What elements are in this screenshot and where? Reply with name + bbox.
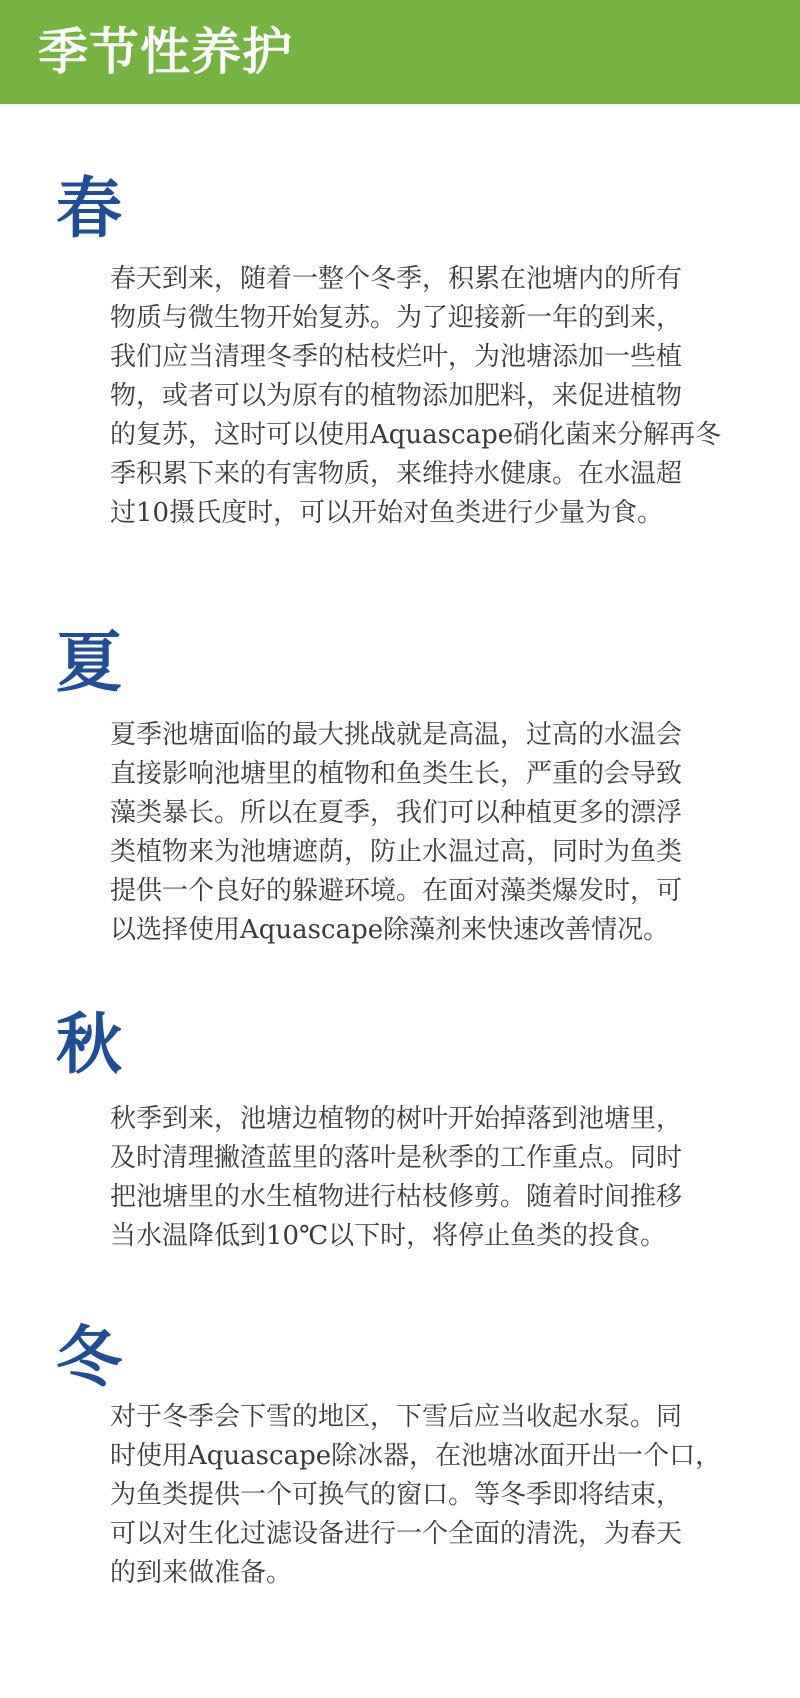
season-heading-summer: 夏 [56,624,122,701]
season-heading-autumn: 秋 [56,1006,122,1083]
text-line: 类植物来为池塘遮荫，防止水温过高，同时为鱼类 [110,837,683,867]
text-line: 的到来做准备。 [110,1558,293,1588]
text-line: 过10摄氏度时，可以开始对鱼类进行少量为食。 [110,498,664,528]
season-text-spring [110,260,760,533]
text-line: 当水温降低到10℃以下时，将停止鱼类的投食。 [110,1221,667,1251]
text-line: 把池塘里的水生植物进行枯枝修剪。随着时间推移 [110,1182,683,1212]
season-text-summer [110,716,760,950]
text-line: 提供一个良好的躲避环境。在面对藻类爆发时，可 [110,876,683,906]
text-line: 春天到来，随着一整个冬季，积累在池塘内的所有 [110,264,683,294]
text-line: 我们应当清理冬季的枯枝烂叶，为池塘添加一些植 [110,342,683,372]
text-line: 时使用Aquascape除冰器，在池塘冰面开出一个口， [110,1441,722,1471]
text-line: 以选择使用Aquascape除藻剂来快速改善情况。 [110,915,670,945]
text-line: 的复苏，这时可以使用Aquascape硝化菌来分解再冬 [110,420,722,450]
text-line: 为鱼类提供一个可换气的窗口。等冬季即将结束， [110,1480,683,1510]
text-line: 物质与微生物开始复苏。为了迎接新一年的到来， [110,303,683,333]
text-line: 可以对生化过滤设备进行一个全面的清洗，为春天 [110,1519,683,1549]
season-text-autumn [110,1100,760,1256]
text-line: 藻类暴长。所以在夏季，我们可以种植更多的漂浮 [110,798,683,828]
page-title: 季节性养护 [38,23,293,81]
header-banner [0,0,800,104]
season-heading-spring: 春 [56,170,122,247]
text-line: 物，或者可以为原有的植物添加肥料，来促进植物 [110,381,683,411]
text-line: 季积累下来的有害物质，来维持水健康。在水温超 [110,459,683,489]
text-line: 夏季池塘面临的最大挑战就是高温，过高的水温会 [110,720,683,750]
season-heading-winter: 冬 [56,1319,122,1396]
text-line: 秋季到来，池塘边植物的树叶开始掉落到池塘里， [110,1104,683,1134]
text-line: 直接影响池塘里的植物和鱼类生长，严重的会导致 [110,759,683,789]
text-line: 及时清理撇渣蓝里的落叶是秋季的工作重点。同时 [110,1143,683,1173]
text-line: 对于冬季会下雪的地区，下雪后应当收起水泵。同 [110,1402,683,1432]
season-text-winter [110,1398,760,1593]
